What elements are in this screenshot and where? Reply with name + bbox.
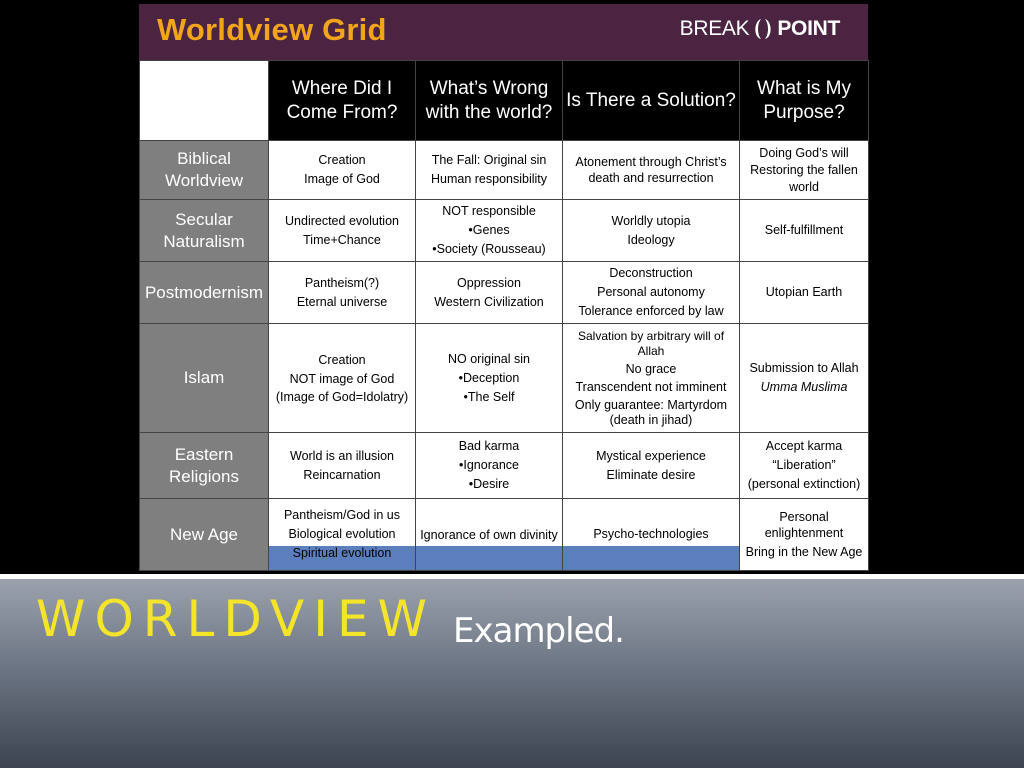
table-cell bbox=[416, 200, 563, 262]
slide-subtitle: Exampled. bbox=[453, 611, 624, 651]
table-cell bbox=[563, 141, 740, 200]
table-row bbox=[140, 324, 869, 433]
table-cell bbox=[269, 200, 416, 262]
table-row bbox=[140, 262, 869, 324]
cell-line: Tolerance enforced by law bbox=[578, 304, 724, 318]
cell-line: Worldly utopia bbox=[611, 213, 691, 228]
table-cell bbox=[416, 499, 563, 571]
cell-line: Psycho-technologies bbox=[593, 527, 709, 541]
cell-line: •Ignorance bbox=[459, 458, 519, 472]
column-header: Where Did I Come From? bbox=[269, 61, 416, 141]
cell-text bbox=[563, 525, 739, 544]
cell-line: Umma Muslima bbox=[760, 380, 848, 394]
table-cell bbox=[416, 262, 563, 324]
table-cell bbox=[563, 324, 740, 433]
cell-line: Eternal universe bbox=[296, 294, 388, 309]
cell-line: NOT responsible bbox=[442, 204, 536, 218]
table-cell bbox=[740, 499, 869, 571]
cell-line: Personal autonomy bbox=[597, 285, 705, 299]
cell-line: Western Civilization bbox=[434, 294, 544, 309]
worldview-table bbox=[139, 60, 869, 571]
row-header: Secular Naturalism bbox=[140, 200, 269, 262]
table-cell bbox=[740, 324, 869, 433]
cell-line: Mystical experience bbox=[596, 448, 706, 463]
cell-line: Doing God’s will bbox=[759, 145, 849, 160]
table-cell bbox=[269, 499, 416, 571]
grid-header bbox=[139, 4, 868, 60]
cell-line: No grace bbox=[625, 361, 677, 376]
cell-line: NOT image of God bbox=[289, 372, 395, 386]
logo-text-left: BREAK bbox=[679, 17, 750, 40]
table-corner bbox=[140, 61, 269, 141]
table-row bbox=[140, 141, 869, 200]
cell-line: •The Self bbox=[463, 389, 515, 404]
cell-line: Time+Chance bbox=[303, 232, 381, 247]
cell-line: Biological evolution bbox=[288, 527, 396, 541]
cell-text bbox=[416, 527, 562, 543]
table-row bbox=[140, 433, 869, 499]
table-cell bbox=[563, 200, 740, 262]
cell-line: Utopian Earth bbox=[765, 285, 843, 299]
cell-line: Oppression bbox=[457, 275, 521, 290]
table-header-row bbox=[140, 61, 869, 141]
table-cell bbox=[269, 324, 416, 433]
row-header: Postmodernism bbox=[140, 262, 269, 324]
cell-line: Eliminate desire bbox=[606, 467, 696, 482]
cell-line: The Fall: Original sin bbox=[431, 153, 547, 167]
cell-line: Self-fulfillment bbox=[764, 223, 844, 237]
cell-text bbox=[269, 506, 415, 563]
cell-line: Personal enlightenment bbox=[764, 510, 844, 540]
row-header: Islam bbox=[140, 324, 269, 433]
cell-line: Transcendent not imminent bbox=[575, 379, 727, 394]
logo-text-right: POINT bbox=[777, 17, 840, 40]
table-cell bbox=[740, 433, 869, 499]
cell-line: Bring in the New Age bbox=[745, 545, 863, 559]
cell-line: Accept karma bbox=[765, 439, 843, 453]
cell-line: (personal extinction) bbox=[747, 477, 861, 491]
logo-mark-icon bbox=[750, 17, 776, 41]
cell-line: “Liberation” bbox=[772, 458, 836, 472]
table-cell bbox=[563, 433, 740, 499]
table-row bbox=[140, 200, 869, 262]
row-header: New Age bbox=[140, 499, 269, 571]
table-cell bbox=[740, 262, 869, 324]
column-header: What is My Purpose? bbox=[740, 61, 869, 141]
table-cell bbox=[416, 324, 563, 433]
table-cell bbox=[269, 262, 416, 324]
row-header: Eastern Religions bbox=[140, 433, 269, 499]
table-cell bbox=[269, 141, 416, 200]
table-cell bbox=[563, 262, 740, 324]
table-cell bbox=[269, 433, 416, 499]
cell-line: Restoring the fallen world bbox=[750, 162, 858, 194]
cell-line: •Desire bbox=[468, 477, 510, 491]
cell-line: Human responsibility bbox=[430, 172, 548, 186]
cell-line: Atonement through Christ’s death and resurrection bbox=[575, 155, 727, 185]
table-cell bbox=[416, 141, 563, 200]
table-cell bbox=[740, 200, 869, 262]
cell-line: Undirected evolution bbox=[285, 213, 399, 228]
cell-line: •Society (Rousseau) bbox=[432, 242, 546, 256]
cell-line: Reincarnation bbox=[303, 467, 381, 482]
cell-line: Pantheism/God in us bbox=[283, 508, 401, 522]
cell-line: Creation bbox=[318, 353, 366, 367]
cell-line: Deconstruction bbox=[609, 266, 693, 280]
cell-line: Image of God bbox=[304, 172, 380, 186]
table-cell bbox=[563, 499, 740, 571]
cell-line: NO original sin bbox=[448, 351, 530, 366]
cell-line: Ignorance of own divinity bbox=[420, 527, 558, 542]
cell-line: Creation bbox=[318, 153, 366, 167]
column-header: Is There a Solution? bbox=[563, 61, 740, 141]
cell-line: •Deception bbox=[458, 370, 520, 385]
table-cell bbox=[740, 141, 869, 200]
cell-line: World is an illusion bbox=[290, 448, 394, 463]
cell-line: (Image of God=Idolatry) bbox=[275, 390, 409, 404]
highlight-bar bbox=[563, 546, 739, 570]
row-header: Biblical Worldview bbox=[140, 141, 269, 200]
grid-title: Worldview Grid bbox=[157, 12, 387, 47]
slide-title: WORLDVIEW bbox=[36, 590, 436, 648]
cell-line: Submission to Allah bbox=[749, 361, 859, 375]
cell-line: Bad karma bbox=[458, 439, 520, 453]
table-cell bbox=[416, 433, 563, 499]
cell-line: •Genes bbox=[468, 223, 510, 237]
highlight-bar bbox=[416, 546, 562, 570]
cell-line: Pantheism(?) bbox=[304, 275, 380, 290]
column-header: What’s Wrong with the world? bbox=[416, 61, 563, 141]
cell-line: Salvation by arbitrary will of Allah bbox=[577, 328, 725, 358]
cell-line: Only guarantee: Martyrdom (death in jihad) bbox=[574, 397, 728, 427]
worldview-grid-image bbox=[139, 4, 868, 568]
cell-line: Ideology bbox=[627, 232, 675, 247]
table-row bbox=[140, 499, 869, 571]
breakpoint-logo bbox=[680, 17, 840, 41]
cell-line: Spiritual evolution bbox=[292, 546, 392, 560]
